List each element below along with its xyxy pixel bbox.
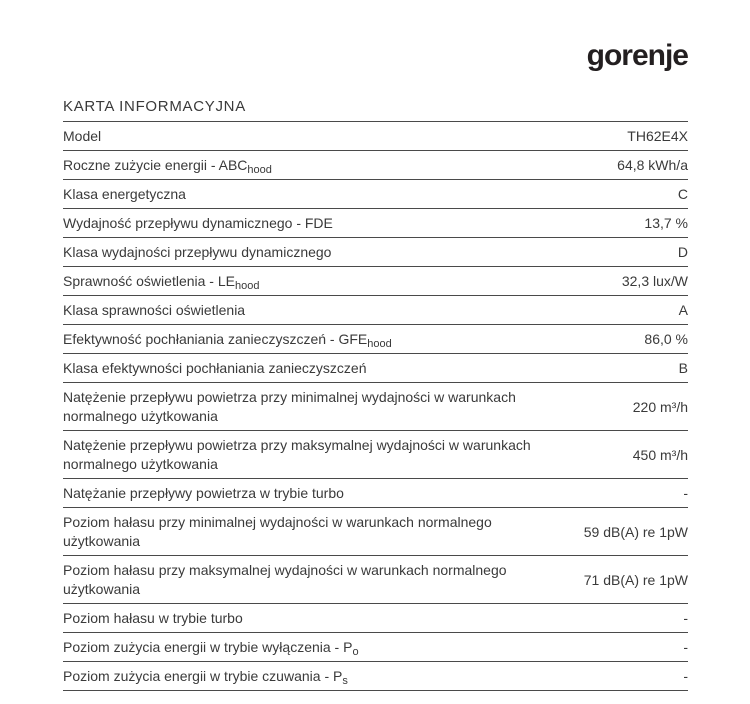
table-row <box>63 325 688 354</box>
row-label: Natężanie przepływy powietrza w trybie turbo <box>63 485 344 501</box>
table-row <box>63 604 688 633</box>
row-label: Klasa energetyczna <box>63 186 186 202</box>
row-value: D <box>677 244 688 260</box>
row-label: Natężenie przepływu powietrza przy minimalnej wydajności w warunkach normalnego użytkowania <box>63 389 516 424</box>
row-value: - <box>683 668 688 684</box>
table-row <box>63 122 688 151</box>
row-value: 59 dB(A) re 1pW <box>583 523 688 540</box>
row-label-subscript: hood <box>247 164 272 176</box>
row-value: - <box>683 485 688 501</box>
page-title: KARTA INFORMACYJNA <box>63 98 688 122</box>
table-row <box>63 479 688 508</box>
row-label: Efektywność pochłaniania zanieczyszczeń - $GFE_{hood}$ <box>63 331 392 350</box>
row-label: Klasa sprawności oświetlenia <box>63 302 246 318</box>
row-label-subscript: hood <box>234 280 260 292</box>
table-row <box>63 267 688 296</box>
table-row <box>63 180 688 209</box>
row-value: 450 m³/h <box>632 446 688 463</box>
table-row <box>63 151 688 180</box>
row-label: Poziom hałasu przy maksymalnej wydajności w warunkach normalnego użytkowania <box>63 562 507 597</box>
table-row <box>63 556 688 604</box>
row-value: TH62E4X <box>627 128 688 144</box>
content-column <box>63 0 688 691</box>
row-value: C <box>677 186 688 202</box>
row-label: Poziom zużycia energii w trybie czuwania - $P_s$ <box>63 668 348 687</box>
gorenje-logo: gorenje <box>586 39 688 72</box>
row-value: 86,0 % <box>644 331 688 347</box>
table-row <box>63 383 688 431</box>
row-value: B <box>678 360 688 376</box>
row-label: Poziom hałasu przy minimalnej wydajności w warunkach normalnego użytkowania <box>63 514 492 549</box>
table-row <box>63 238 688 267</box>
row-label: Wydajność przepływu dynamicznego - FDE <box>63 215 333 231</box>
row-value: - <box>683 610 688 626</box>
row-label: Natężenie przepływu powietrza przy maksymalnej wydajności w warunkach normalnego użytkowania <box>63 437 531 472</box>
row-value: 64,8 kWh/a <box>617 157 688 173</box>
table-row <box>63 633 688 662</box>
table-row <box>63 354 688 383</box>
header <box>63 40 688 74</box>
row-label-subscript: hood <box>367 338 392 350</box>
row-value: - <box>683 639 688 655</box>
table-row <box>63 662 688 691</box>
row-label: Poziom zużycia energii w trybie wyłączenia - $P_o$ <box>63 639 359 658</box>
row-label: Roczne zużycie energii - $ABC_{hood}$ <box>63 157 272 176</box>
table-row <box>63 296 688 325</box>
row-value: 71 dB(A) re 1pW <box>583 571 688 588</box>
row-label: Sprawność oświetlenia - $LE_{hood}$ <box>63 273 260 292</box>
row-value: 32,3 lux/W <box>621 273 688 289</box>
row-label: Poziom hałasu w trybie turbo <box>63 610 243 626</box>
table-row <box>63 209 688 238</box>
row-label: Klasa wydajności przepływu dynamicznego <box>63 244 332 260</box>
row-value: 220 m³/h <box>632 398 688 415</box>
row-label-subscript: s <box>342 675 348 687</box>
table-row <box>63 508 688 556</box>
row-value: 13,7 % <box>644 215 688 231</box>
row-label: Klasa efektywności pochłaniania zanieczyszczeń <box>63 360 367 376</box>
row-label: Model <box>63 128 102 144</box>
table-row <box>63 431 688 479</box>
row-label-subscript: o <box>352 646 359 658</box>
row-value: A <box>678 302 688 318</box>
spec-table <box>63 122 688 691</box>
